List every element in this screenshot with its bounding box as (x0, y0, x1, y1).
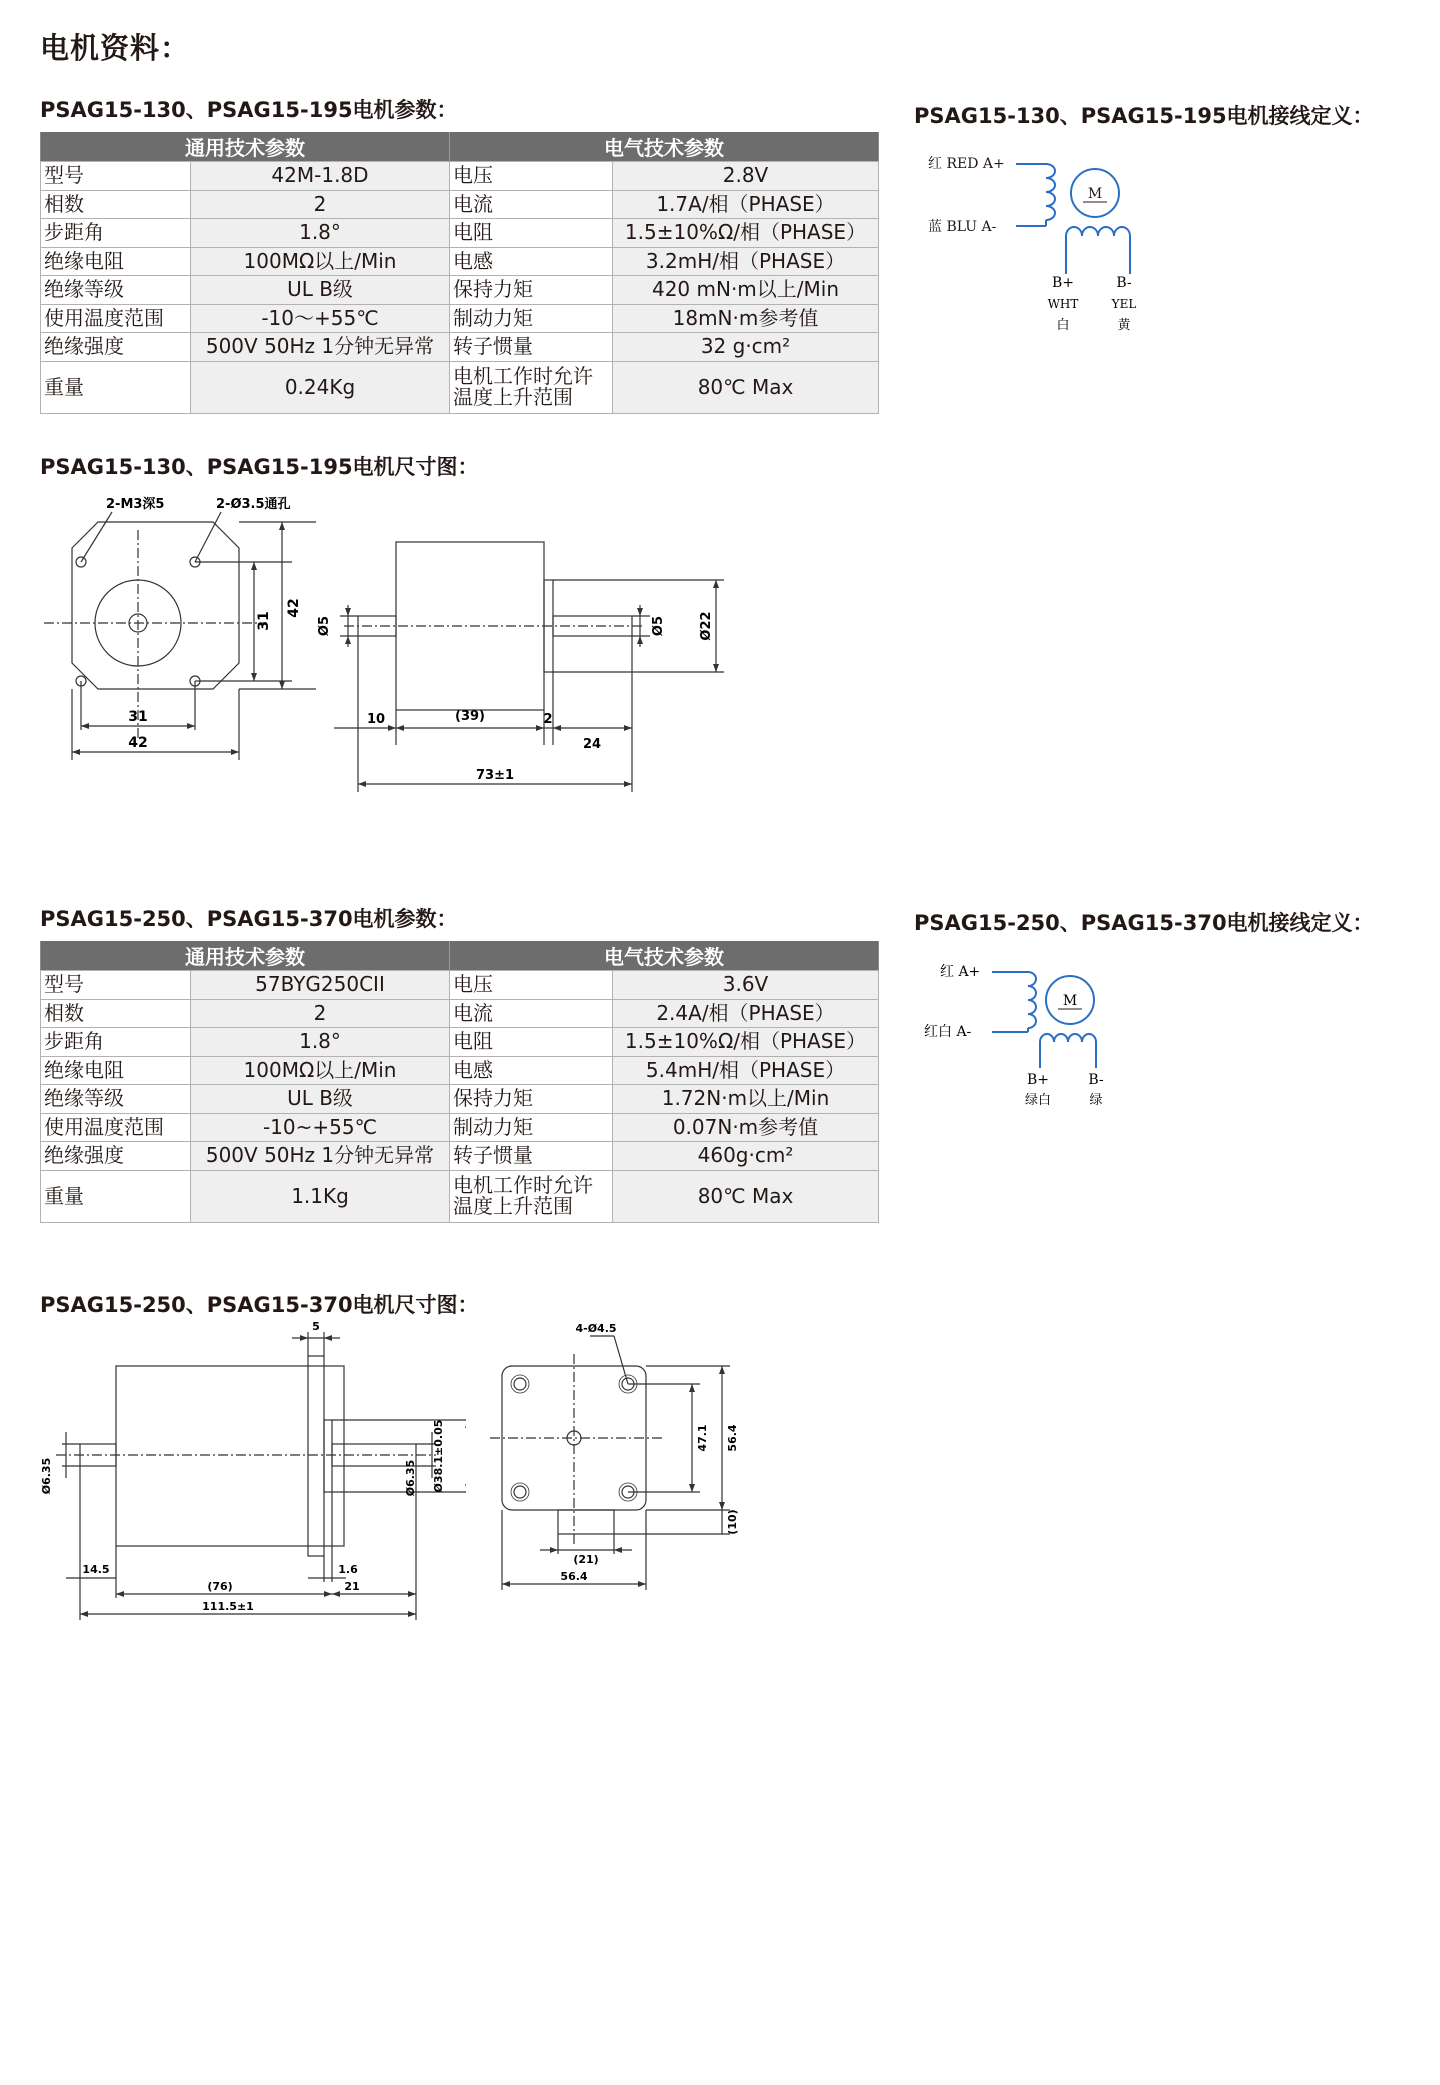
dimension-front-view-2 (490, 1320, 750, 1600)
section2-spec-table (40, 941, 879, 1223)
dimension-side-view-2 (36, 1320, 466, 1630)
section1-wiring-title: PSAG15-130、PSAG15-195电机接线定义： (914, 104, 1374, 128)
param-value: 100MΩ以上/Min (191, 1056, 450, 1085)
param-label: 型号 (41, 971, 191, 1000)
wire-a-minus-label: 蓝 BLU A- (928, 219, 997, 235)
table-row (41, 361, 879, 413)
param-label: 步距角 (41, 1028, 191, 1057)
param-value: 2 (191, 190, 450, 219)
param-label: 电感 (450, 247, 613, 276)
dim-width-h: 42 (128, 735, 148, 751)
param-value: UL B级 (191, 1085, 450, 1114)
table-row (41, 333, 879, 362)
dimension-front-view-1 (36, 490, 316, 770)
section2-params-title: PSAG15-250、PSAG15-370电机参数： (40, 907, 458, 931)
dim-pitch-v: 31 (256, 611, 272, 631)
wire-b-plus-label: B+ (1051, 275, 1075, 291)
param-label: 绝缘电阻 (41, 247, 191, 276)
param-value: 1.5±10%Ω/相（PHASE） (613, 219, 879, 248)
table-row (41, 190, 879, 219)
dim-shaft-left: Ø6.35 (40, 1457, 53, 1495)
dim-shaft-right: Ø6.35 (404, 1459, 417, 1497)
coil-a-icon (992, 972, 1036, 1032)
param-value: 2.4A/相（PHASE） (613, 999, 879, 1028)
dim-tap-label: 2-M3深5 (106, 497, 165, 512)
param-value: 500V 50Hz 1分钟无异常 (191, 333, 450, 362)
wire-b-plus-color-cn: 绿白 (1024, 1093, 1052, 1108)
param-label: 重量 (41, 361, 191, 413)
param-label: 电压 (450, 971, 613, 1000)
dim-pitch-h: 31 (128, 709, 148, 725)
param-value: 1.7A/相（PHASE） (613, 190, 879, 219)
dim-total: 111.5±1 (202, 1600, 254, 1613)
param-label: 使用温度范围 (41, 1113, 191, 1142)
dim-len-left: 10 (366, 712, 386, 727)
table-row (41, 1142, 879, 1171)
param-label: 相数 (41, 190, 191, 219)
table-row (41, 1170, 879, 1222)
param-value: 0.07N·m参考值 (613, 1113, 879, 1142)
param-value: 500V 50Hz 1分钟无异常 (191, 1142, 450, 1171)
dim-body-len: (39) (455, 709, 485, 724)
param-value: 1.1Kg (191, 1170, 450, 1222)
param-value: 32 g·cm² (613, 333, 879, 362)
dim-width-h: 56.4 (560, 1570, 588, 1583)
wire-b-plus-label: B+ (1026, 1072, 1050, 1088)
dim-flange: 5 (312, 1320, 320, 1333)
dim-shaft-left: Ø5 (317, 615, 332, 637)
wire-b-plus-color-en: WHT (1047, 297, 1079, 311)
dim-flange: 2 (543, 712, 553, 727)
svg-text:M: M (1062, 993, 1078, 1009)
dim-body-len: (76) (207, 1580, 233, 1593)
param-label: 绝缘强度 (41, 333, 191, 362)
param-label: 制动力矩 (450, 304, 613, 333)
wire-a-minus-label: 红白 A- (924, 1024, 972, 1040)
param-label: 电机工作时允许温度上升范围 (450, 1170, 613, 1222)
dim-shaft-right: Ø5 (651, 615, 666, 637)
table-row (41, 276, 879, 305)
param-label: 电感 (450, 1056, 613, 1085)
param-label: 制动力矩 (450, 1113, 613, 1142)
param-value: 42M-1.8D (191, 162, 450, 191)
table-row (41, 162, 879, 191)
wire-b-minus-color-en: YEL (1111, 297, 1137, 311)
param-label: 电阻 (450, 219, 613, 248)
param-value: 80℃ Max (613, 1170, 879, 1222)
table-row (41, 1056, 879, 1085)
section1-params-title: PSAG15-130、PSAG15-195电机参数： (40, 98, 458, 122)
param-label: 重量 (41, 1170, 191, 1222)
param-label: 绝缘等级 (41, 276, 191, 305)
svg-text:M: M (1087, 186, 1103, 202)
param-label: 电机工作时允许温度上升范围 (450, 361, 613, 413)
section2-dims-title: PSAG15-250、PSAG15-370电机尺寸图： (40, 1293, 479, 1317)
table-row (41, 999, 879, 1028)
wiring-diagram-2 (920, 956, 1160, 1126)
dim-len-left: 14.5 (82, 1563, 110, 1576)
dim-boss: Ø38.1±0.05 (432, 1419, 445, 1493)
dim-width-v: 42 (286, 598, 302, 618)
page-title: 电机资料： (40, 31, 191, 65)
param-value: 460g·cm² (613, 1142, 879, 1171)
wire-b-minus-color-cn: 黄 (1117, 318, 1131, 333)
param-value: 2.8V (613, 162, 879, 191)
section1-dims-title: PSAG15-130、PSAG15-195电机尺寸图： (40, 455, 479, 479)
param-value: 57BYG250CII (191, 971, 450, 1000)
table-header-row (41, 941, 879, 971)
dim-pitch-v: 47.1 (696, 1424, 709, 1452)
param-value: 1.8° (191, 219, 450, 248)
param-value: 420 mN·m以上/Min (613, 276, 879, 305)
param-label: 相数 (41, 999, 191, 1028)
param-label: 保持力矩 (450, 1085, 613, 1114)
dim-total: 73±1 (475, 768, 515, 783)
param-value: 1.8° (191, 1028, 450, 1057)
section2-wiring-title: PSAG15-250、PSAG15-370电机接线定义： (914, 911, 1374, 935)
coil-b-icon (1040, 1034, 1096, 1068)
param-label: 电压 (450, 162, 613, 191)
dim-boss: Ø22 (699, 611, 714, 641)
dim-boss-h: 1.6 (338, 1563, 358, 1576)
param-label: 步距角 (41, 219, 191, 248)
dim-tab-w: (21) (573, 1553, 599, 1566)
param-label: 电流 (450, 999, 613, 1028)
param-value: 1.72N·m以上/Min (613, 1085, 879, 1114)
header-general: 通用技术参数 (41, 132, 450, 162)
param-value: 2 (191, 999, 450, 1028)
header-electrical: 电气技术参数 (450, 132, 879, 162)
wire-b-plus-color-cn: 白 (1056, 318, 1070, 333)
motor-icon (1071, 169, 1119, 217)
param-label: 电阻 (450, 1028, 613, 1057)
param-label: 保持力矩 (450, 276, 613, 305)
dim-tab-v: (10) (726, 1509, 739, 1535)
param-value: 80℃ Max (613, 361, 879, 413)
param-label: 使用温度范围 (41, 304, 191, 333)
motor-icon (1046, 976, 1094, 1024)
wire-b-minus-label: B- (1088, 1072, 1104, 1088)
dim-hole-label: 2-Ø3.5通孔 (216, 497, 291, 512)
param-label: 电流 (450, 190, 613, 219)
coil-b-icon (1066, 227, 1130, 274)
wire-b-minus-color-cn: 绿 (1089, 1093, 1103, 1108)
table-row (41, 304, 879, 333)
param-label: 绝缘电阻 (41, 1056, 191, 1085)
table-row (41, 219, 879, 248)
table-row (41, 971, 879, 1000)
param-value: -10~+55℃ (191, 1113, 450, 1142)
wire-a-plus-label: 红 RED A+ (928, 156, 1005, 172)
param-value: 18mN·m参考值 (613, 304, 879, 333)
dim-len-right: 21 (344, 1580, 360, 1593)
table-row (41, 247, 879, 276)
dimension-side-view-1 (314, 530, 754, 800)
param-value: 1.5±10%Ω/相（PHASE） (613, 1028, 879, 1057)
param-label: 转子惯量 (450, 1142, 613, 1171)
wiring-diagram-1 (920, 146, 1180, 346)
table-header-row (41, 132, 879, 162)
param-label: 型号 (41, 162, 191, 191)
param-value: 100MΩ以上/Min (191, 247, 450, 276)
table-row (41, 1085, 879, 1114)
param-value: 3.2mH/相（PHASE） (613, 247, 879, 276)
wire-a-plus-label: 红 A+ (940, 964, 981, 980)
wire-b-minus-label: B- (1116, 275, 1132, 291)
param-value: 3.6V (613, 971, 879, 1000)
param-value: 0.24Kg (191, 361, 450, 413)
section1-spec-table (40, 132, 879, 414)
header-general: 通用技术参数 (41, 941, 450, 971)
dim-hole-label: 4-Ø4.5 (575, 1322, 617, 1335)
header-electrical: 电气技术参数 (450, 941, 879, 971)
param-label: 转子惯量 (450, 333, 613, 362)
param-value: 5.4mH/相（PHASE） (613, 1056, 879, 1085)
param-label: 绝缘等级 (41, 1085, 191, 1114)
table-row (41, 1028, 879, 1057)
dim-width-v: 56.4 (726, 1424, 739, 1452)
param-label: 绝缘强度 (41, 1142, 191, 1171)
table-row (41, 1113, 879, 1142)
param-value: -10～+55℃ (191, 304, 450, 333)
coil-a-icon (1016, 164, 1055, 226)
param-value: UL B级 (191, 276, 450, 305)
dim-len-right: 24 (582, 737, 602, 752)
